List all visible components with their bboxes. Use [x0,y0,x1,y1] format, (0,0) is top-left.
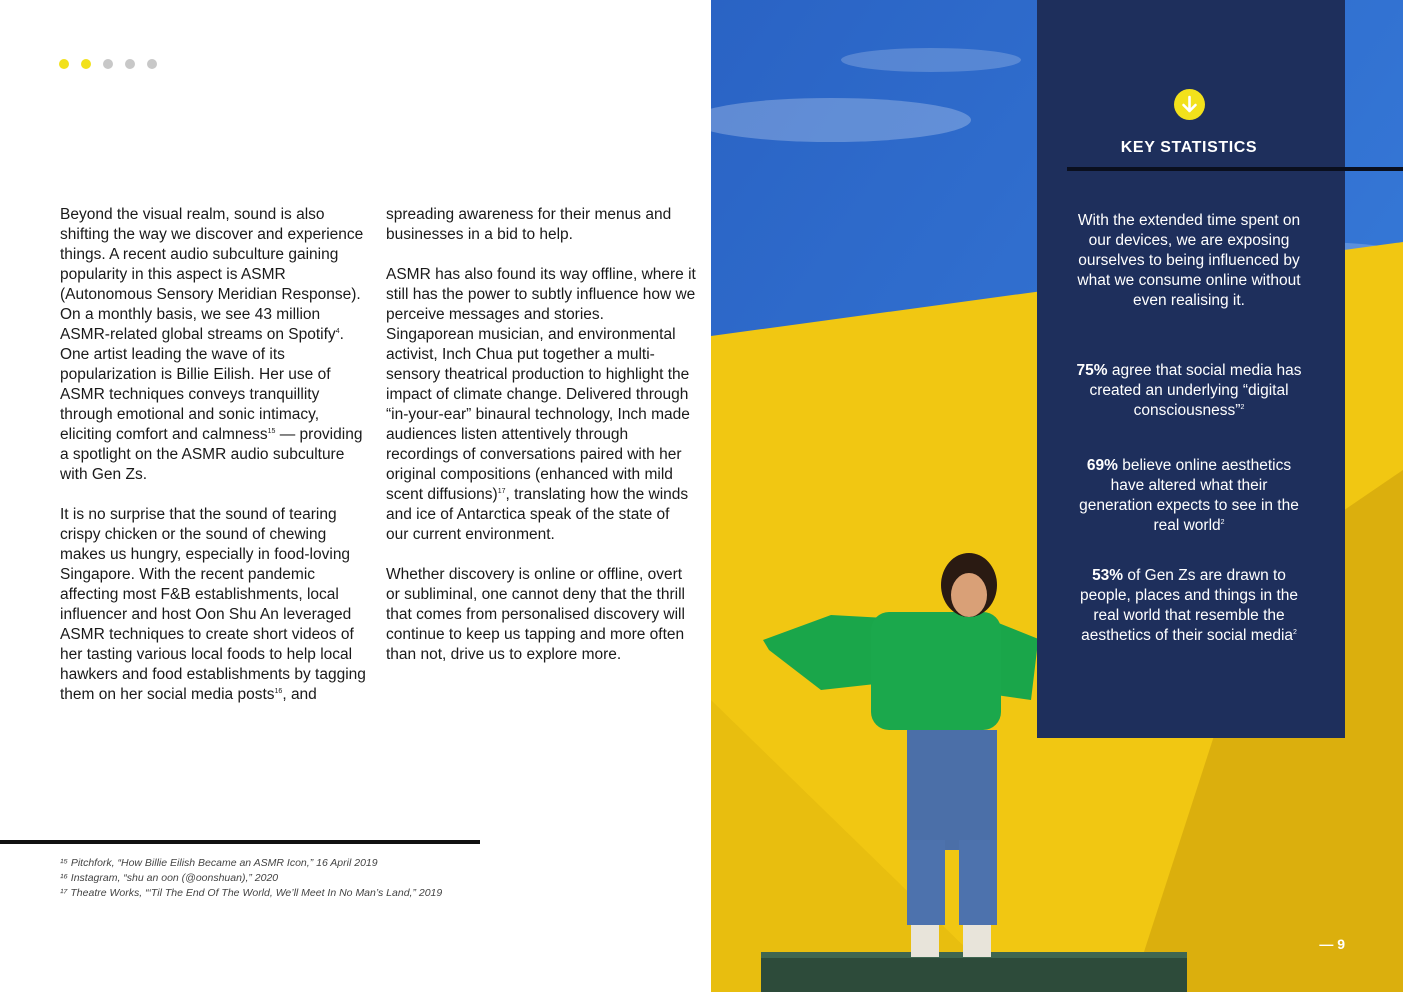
arrow-down-icon [1174,89,1205,120]
footnotes [60,856,442,901]
body-column-1 [60,205,368,725]
body-column-2 [386,205,696,685]
paragraph: ASMR has also found its way offline, where it still has the power to subtly influence how we perceive messages and stories. Singaporean musician, and environmental activist, Inch Chua put together a multi-sensory theatrical production to highlight the impact of climate change. Delivered through “in-your-ear” binaural technology, Inch made audiences listen attentively through recordings of conversations paired with her original compositions (enhanced with mild scent diffusions)$^{17}$, translating how the winds and ice of Antarctica speak of the state of our current environment. [386,266,696,543]
footnote-divider [0,840,480,844]
paragraph: It is no surprise that the sound of tearing crispy chicken or the sound of chewing makes us hungry, especially in food-loving Singapore. With the recent pandemic affecting most F&B establishments, local influencer and host Oon Shu An leveraged ASMR techniques to create short videos of her tasting various local foods to help local hawkers and food establishments by tagging them on her social media posts$^{16}$, and [60,506,366,703]
footnote: ¹⁵ Pitchfork, “How Billie Eilish Became an ASMR Icon,” 16 April 2019 [60,857,378,869]
page-number: — 9 [1319,936,1345,952]
progress-dot [147,59,157,69]
paragraph: Whether discovery is online or offline, overt or subliminal, one cannot deny that the thrill that comes from personalised discovery will continue to keep us tapping and more often than not, drive us to explore more. [386,566,685,663]
progress-dot [125,59,135,69]
progress-dot [59,59,69,69]
progress-dot [103,59,113,69]
footnote: ¹⁶ Instagram, “shu an oon (@oonshuan),” 2020 [60,872,279,884]
stat-item: 53% of Gen Zs are drawn to people, places and things in the real world that resemble the aesthetics of their social media$^2$ [1079,567,1299,644]
key-statistics-panel [1037,0,1345,738]
paragraph: Beyond the visual realm, sound is also shifting the way we discover and experience things. A recent audio subculture gaining popularity in this aspect is ASMR (Autonomous Sensory Meridian Response). On a monthly basis, we see 43 million ASMR-related global streams on Spotify$^4$. One artist leading the wave of its popularization is Billie Eilish. Her use of ASMR techniques conveys tranquillity through emotional and sonic intimacy, eliciting comfort and calmness$^{15}$ — providing a spotlight on the ASMR audio subculture with Gen Zs. [60,206,364,483]
panel-title: KEY STATISTICS [1120,139,1258,156]
footnote: ¹⁷ Theatre Works, “‘Til The End Of The World, We’ll Meet In No Man’s Land,” 2019 [60,887,443,899]
progress-dots [59,59,157,69]
progress-dot [81,59,91,69]
stat-item: 69% believe online aesthetics have altered what their generation expects to see in the real world$^2$ [1079,457,1299,534]
paragraph: spreading awareness for their menus and businesses in a bid to help. [386,206,672,243]
stats-intro: With the extended time spent on our devices, we are exposing ourselves to being influenced by what we consume online without even realising it. [1077,212,1301,309]
stat-item: 75% agree that social media has created an underlying “digital consciousness”$^2$ [1076,362,1302,419]
panel-divider [1067,167,1403,171]
